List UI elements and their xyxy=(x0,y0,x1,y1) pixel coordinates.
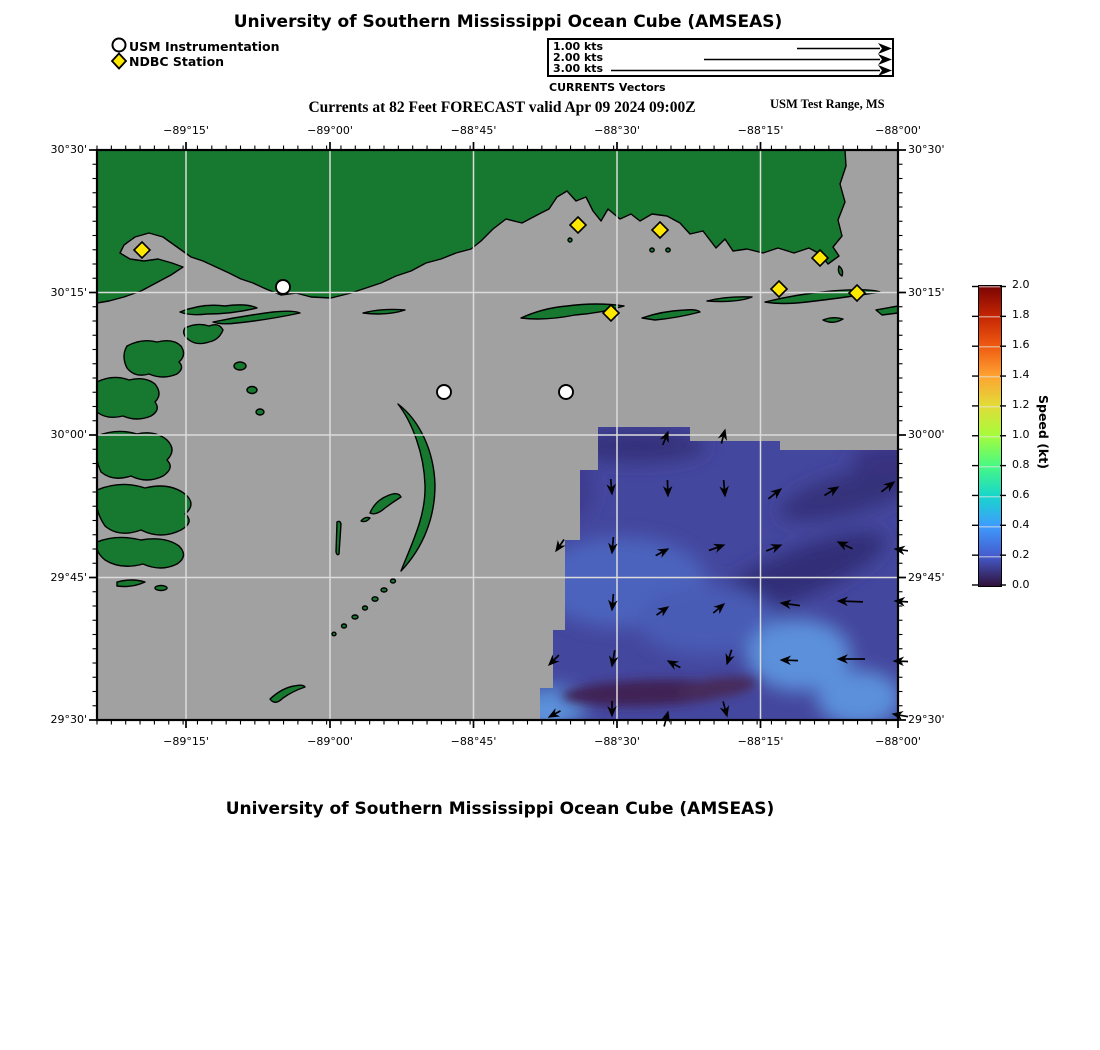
lat-label-left: 29°30' xyxy=(50,713,87,726)
marsh-outlier-3 xyxy=(256,409,264,415)
vector-legend-caption: CURRENTS Vectors xyxy=(549,81,666,94)
lon-label-top: −88°45' xyxy=(450,124,497,137)
coast-dot-3 xyxy=(666,248,670,252)
colorbar-tick-label: 1.2 xyxy=(1012,398,1030,411)
colorbar-tick-label: 0.6 xyxy=(1012,488,1030,501)
chandeleur-dot-2 xyxy=(381,588,387,592)
marsh-blob-3 xyxy=(97,377,159,419)
vector-legend-3kt: 3.00 kts xyxy=(553,62,604,75)
usm-circle-icon xyxy=(113,39,126,52)
colorbar-tick-label: 0.2 xyxy=(1012,548,1030,561)
vector-legend-box xyxy=(547,38,894,77)
marsh-blob-5 xyxy=(96,484,191,535)
chandeleur-dot-1 xyxy=(391,579,396,583)
lon-label-bottom: −88°15' xyxy=(737,735,784,748)
lon-label-bottom: −89°15' xyxy=(163,735,209,748)
vector-legend-arrowhead xyxy=(878,54,892,65)
marsh-blob-4 xyxy=(96,431,172,480)
page-title-top: University of Southern Mississippi Ocean Cube (AMSEAS) xyxy=(233,12,783,32)
colorbar-tick-label: 1.8 xyxy=(1012,308,1030,321)
lon-label-top: −89°00' xyxy=(307,124,353,137)
ndbc-diamond-icon xyxy=(112,54,126,69)
colorbar-tick-label: 0.4 xyxy=(1012,518,1030,531)
usm-instrumentation-marker xyxy=(276,280,290,294)
marsh-blob-1 xyxy=(124,341,184,377)
lat-label-right: 29°45' xyxy=(908,570,945,584)
lat-label-left: 30°00' xyxy=(50,428,87,441)
current-arrow-tail xyxy=(613,537,614,547)
current-arrow-tail xyxy=(611,479,612,488)
vector-legend-1kt: 1.00 kts xyxy=(553,40,604,53)
forecast-title: Currents at 82 Feet FORECAST valid Apr 09 2024 09:00Z xyxy=(308,99,696,116)
chandeleur-dot-5 xyxy=(352,615,358,619)
vector-legend-arrowhead xyxy=(878,43,892,54)
lat-label-right: 29°30' xyxy=(908,713,945,726)
map-canvas xyxy=(87,140,908,730)
coast-dot-1 xyxy=(568,238,572,242)
lat-label-left: 30°30' xyxy=(50,143,87,156)
chandeleur-dot-7 xyxy=(332,632,336,636)
page-title-bottom: University of Southern Mississippi Ocean Cube (AMSEAS) xyxy=(225,799,775,819)
lon-label-top: −88°30' xyxy=(594,124,640,137)
colorbar-tick-label: 2.0 xyxy=(1012,278,1030,291)
colorbar-tick-label: 0.0 xyxy=(1012,578,1030,591)
lat-label-left: 30°15' xyxy=(50,285,87,299)
chandeleur-dot-4 xyxy=(363,606,368,610)
marker-legend xyxy=(110,37,128,71)
vector-legend-2kt: 2.00 kts xyxy=(553,51,604,64)
marsh-outlier-1 xyxy=(234,362,246,370)
lon-label-top: −88°15' xyxy=(737,124,784,137)
colorbar-ticks xyxy=(970,280,1014,590)
lat-label-right: 30°00' xyxy=(908,428,945,441)
usm-instrumentation-marker xyxy=(559,385,573,399)
legend-usm-label: USM Instrumentation xyxy=(129,39,280,54)
vector-legend-arrows xyxy=(549,40,892,75)
current-arrow-tail xyxy=(724,480,725,490)
vector-legend-arrowhead xyxy=(878,65,892,75)
coast-dot-2 xyxy=(650,248,654,252)
lon-label-top: −88°00' xyxy=(875,124,921,137)
current-arrow-tail xyxy=(613,594,614,604)
marsh-outlier-4 xyxy=(155,586,167,591)
colorbar-tick-label: 1.4 xyxy=(1012,368,1030,381)
lon-label-bottom: −88°00' xyxy=(875,735,921,748)
chandeleur-dot-3 xyxy=(372,597,378,601)
lat-label-right: 30°15' xyxy=(908,285,945,299)
chandeleur-dot-6 xyxy=(342,624,347,628)
lat-label-right: 30°30' xyxy=(908,143,945,156)
lon-label-bottom: −89°00' xyxy=(307,735,353,748)
current-arrow-tail xyxy=(901,601,908,602)
current-arrow-tail xyxy=(844,601,863,602)
lat-label-left: 29°45' xyxy=(50,570,87,584)
legend-ndbc-label: NDBC Station xyxy=(129,54,225,69)
colorbar-tick-label: 1.6 xyxy=(1012,338,1030,351)
lon-label-bottom: −88°45' xyxy=(450,735,497,748)
region-label: USM Test Range, MS xyxy=(770,97,885,111)
lon-label-bottom: −88°30' xyxy=(594,735,640,748)
colorbar-tick-label: 0.8 xyxy=(1012,458,1030,471)
usm-instrumentation-marker xyxy=(437,385,451,399)
colorbar-title: Speed (kt) xyxy=(1036,395,1051,469)
lon-label-top: −89°15' xyxy=(163,124,209,137)
colorbar-tick-label: 1.0 xyxy=(1012,428,1030,441)
marker-legend-symbols xyxy=(110,37,128,71)
marsh-outlier-2 xyxy=(247,387,257,394)
